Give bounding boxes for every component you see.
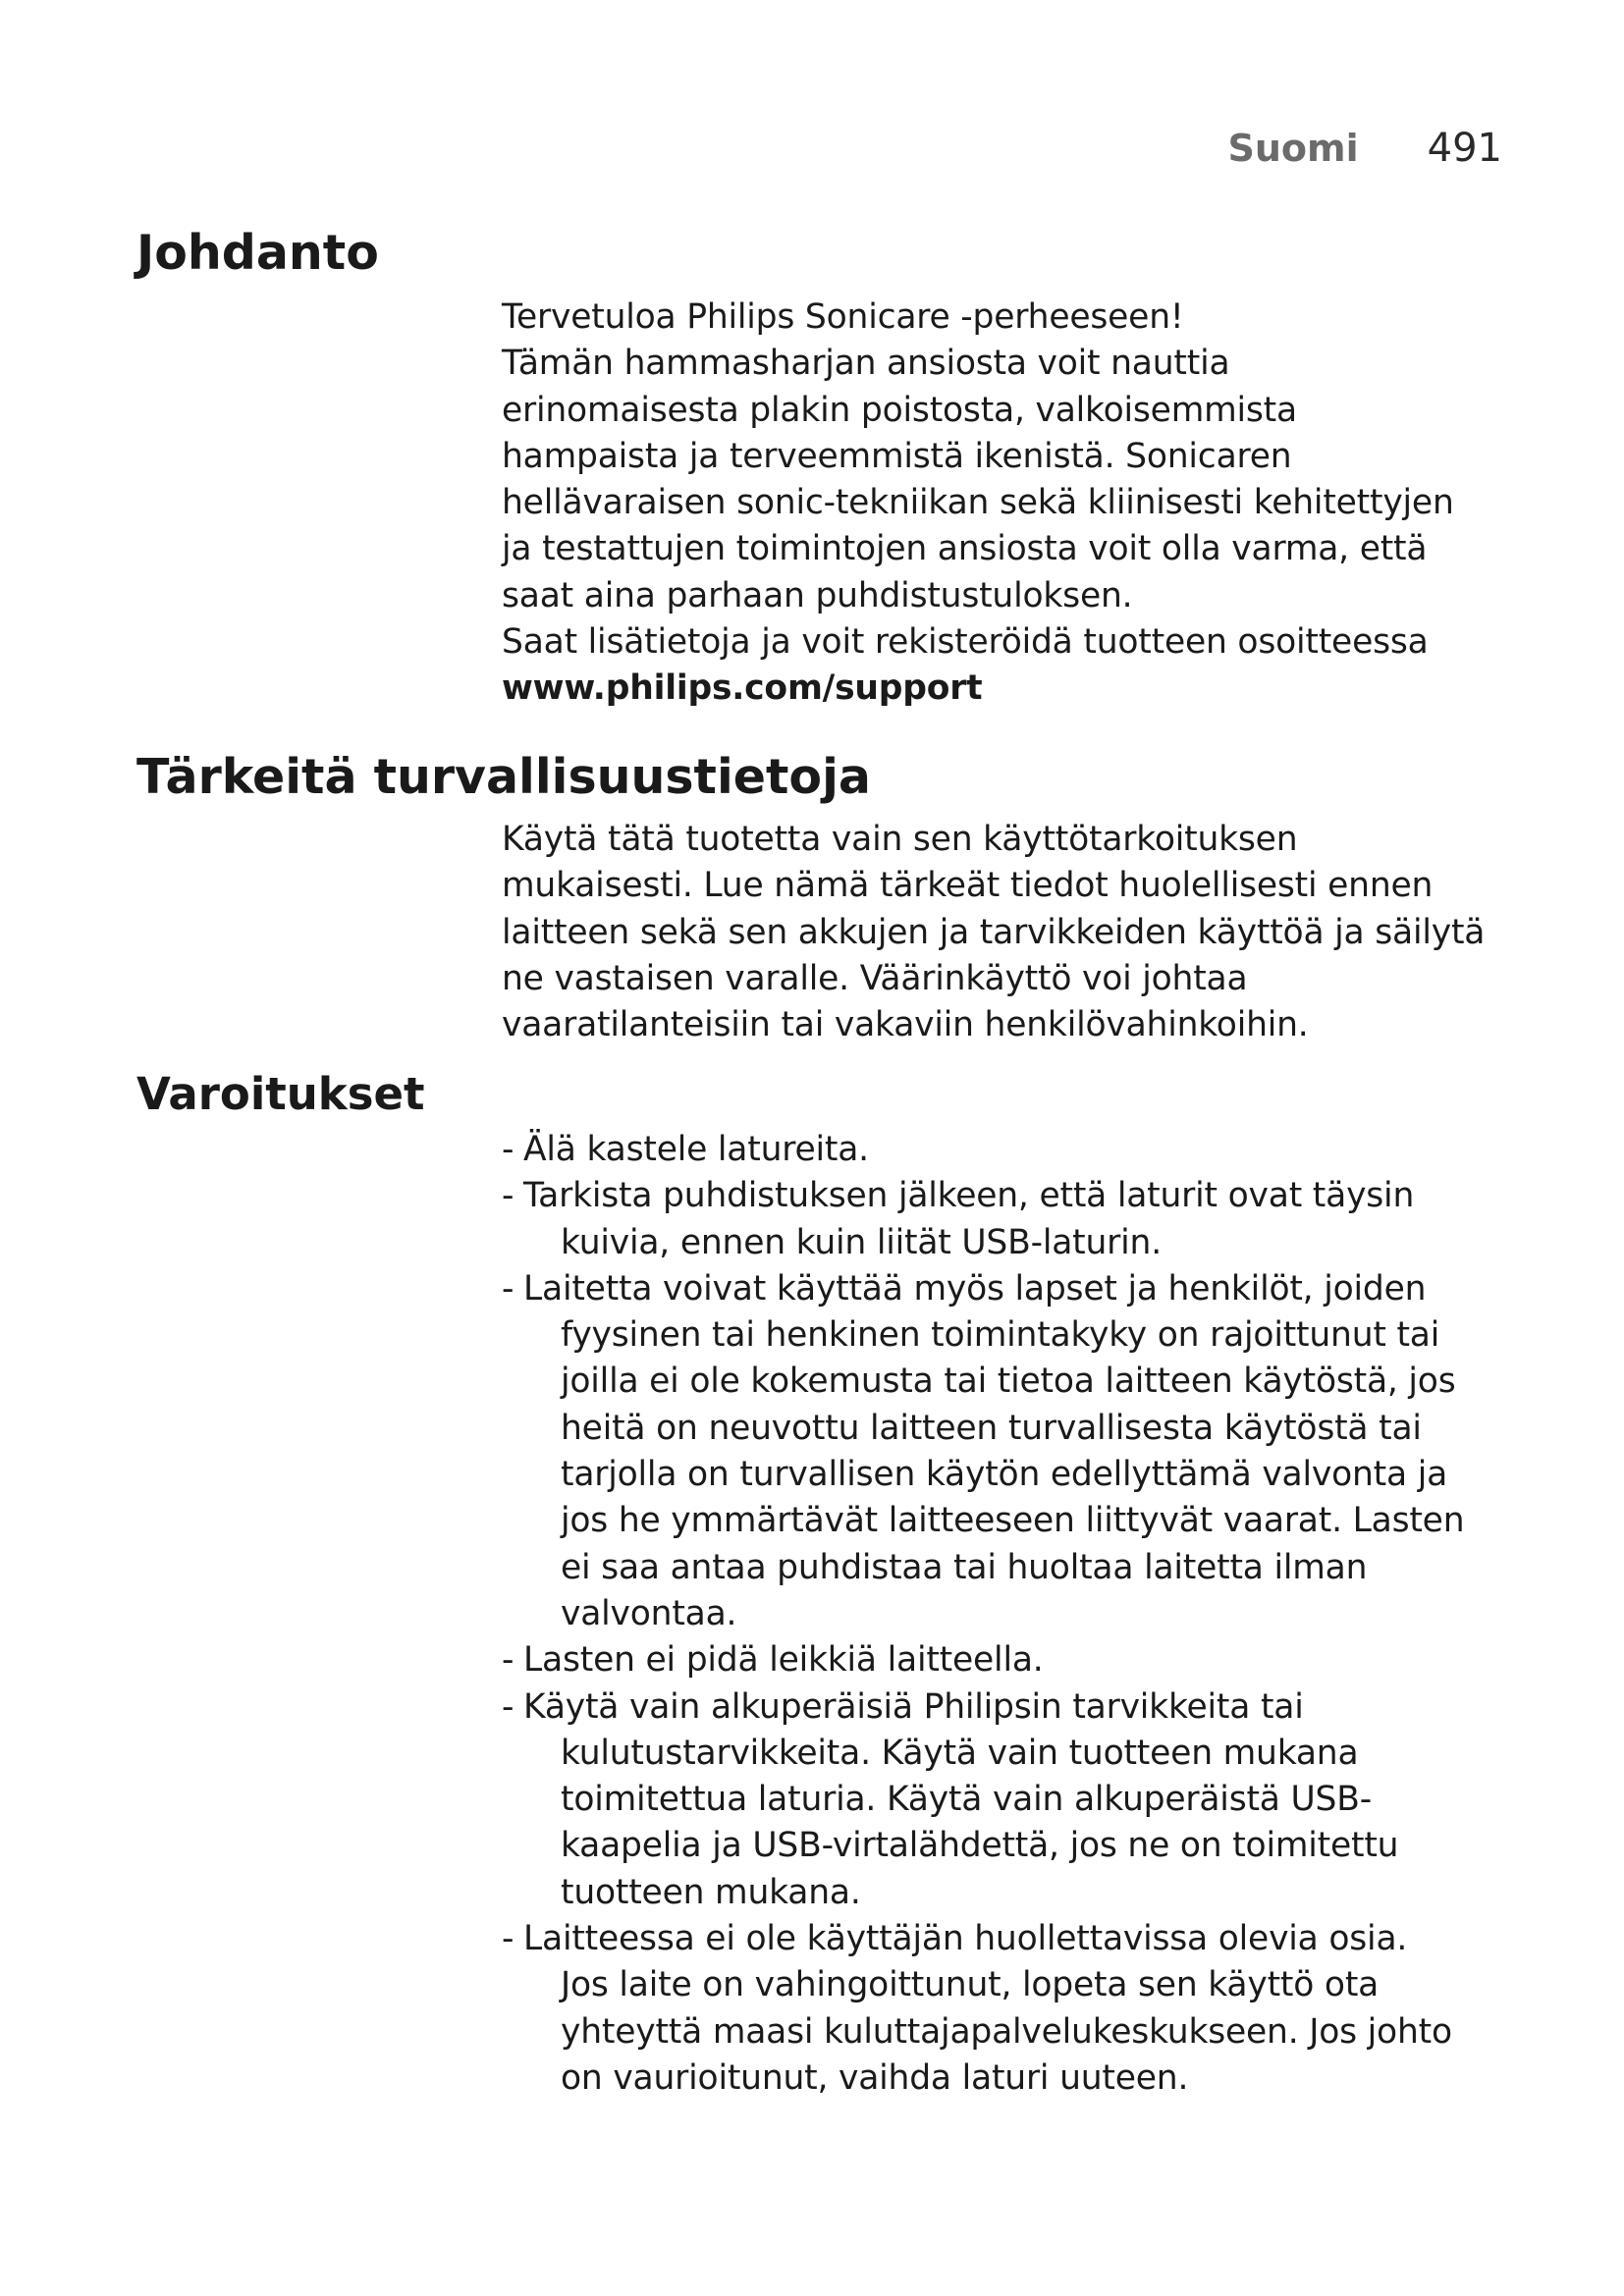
bullet-dash: - [502, 1268, 514, 1308]
bullet-dash: - [502, 1686, 514, 1727]
safety-line: mukaisesti. Lue nämä tärkeät tiedot huolellisesti ennen [502, 866, 1434, 906]
safety-body [502, 817, 1503, 1048]
warning-text: Käytä vain alkuperäisiä Philipsin tarvikkeita tai [523, 1686, 1304, 1727]
warning-item-first-line [502, 1173, 1503, 1219]
warnings-list [502, 1127, 1503, 2102]
warning-continuation-line: yhteyttä maasi kuluttajapalvelukeskukseen. Jos johto [561, 2011, 1452, 2052]
warning-text: Lasten ei pidä leikkiä laitteella. [523, 1640, 1044, 1681]
intro-line: Tervetuloa Philips Sonicare -perheeseen! [502, 297, 1184, 337]
safety-heading: Tärkeitä turvallisuustietoja [136, 749, 871, 805]
warning-continuation-line: kulutustarvikkeita. Käytä vain tuotteen mukana [561, 1733, 1359, 1773]
safety-line: laitteen sekä sen akkujen ja tarvikkeiden käyttöä ja säilytä [502, 912, 1486, 952]
warning-continuation-line: kuivia, ennen kuin liität USB-laturin. [561, 1222, 1162, 1262]
intro-line: Saat lisätietoja ja voit rekisteröidä tuotteen osoitteessa [502, 622, 1429, 663]
warning-text: Tarkista puhdistuksen jälkeen, että laturit ovat täysin [523, 1176, 1415, 1216]
intro-line: erinomaisesta plakin poistosta, valkoisemmista [502, 390, 1297, 430]
warning-item-first-line [502, 1684, 1503, 1731]
warning-item [502, 1637, 1503, 1683]
warning-item [502, 1173, 1503, 1266]
warning-continuation-line: fyysinen tai henkinen toimintakyky on rajoittunut tai [561, 1315, 1440, 1356]
intro-line: ja testattujen toimintojen ansiosta voit olla varma, että [502, 529, 1428, 569]
warning-continuation-line: tuotteen mukana. [561, 1872, 861, 1912]
running-header [1227, 126, 1502, 171]
intro-line: saat aina parhaan puhdistustuloksen. [502, 575, 1133, 615]
warning-item [502, 1266, 1503, 1637]
warning-item-first-line [502, 1916, 1503, 1962]
warning-continuation-line: kaapelia ja USB-virtalähdettä, jos ne on toimitettu [561, 1826, 1399, 1866]
bullet-dash: - [502, 1640, 514, 1681]
warning-continuation-line: valvontaa. [561, 1593, 737, 1633]
warning-item-first-line [502, 1127, 1503, 1173]
warning-item [502, 1127, 1503, 1173]
safety-line: Käytä tätä tuotetta vain sen käyttötarkoituksen [502, 820, 1298, 859]
warning-item-first-line [502, 1637, 1503, 1683]
warning-item [502, 1684, 1503, 1916]
support-url-link[interactable]: www.philips.com/support [502, 668, 983, 709]
bullet-dash: - [502, 1176, 514, 1216]
intro-line: hampaista ja terveemmistä ikenistä. Sonicaren [502, 436, 1292, 476]
warning-continuation-line: toimitettua laturia. Käytä vain alkuperäistä USB- [561, 1780, 1372, 1820]
intro-heading: Johdanto [136, 225, 379, 281]
intro-line: hellävaraisen sonic-tekniikan sekä kliinisesti kehitettyjen [502, 483, 1454, 523]
warnings-heading: Varoitukset [136, 1068, 425, 1120]
warning-text: Laitteessa ei ole käyttäjän huollettavissa olevia osia. [523, 1919, 1408, 1959]
language-label: Suomi [1227, 127, 1359, 170]
safety-line: vaaratilanteisiin tai vakaviin henkilövahinkoihin. [502, 1005, 1309, 1045]
warning-continuation-line: Jos laite on vahingoittunut, lopeta sen käyttö ota [561, 1965, 1380, 2005]
intro-body [502, 294, 1503, 713]
warning-continuation-line: joilla ei ole kokemusta tai tietoa laitteen käytöstä, jos [561, 1362, 1456, 1402]
bullet-dash: - [502, 1130, 514, 1169]
intro-line: Tämän hammasharjan ansiosta voit nauttia [502, 344, 1230, 384]
bullet-dash: - [502, 1919, 514, 1959]
warning-text: Laitetta voivat käyttää myös lapset ja henkilöt, joiden [523, 1268, 1427, 1308]
warning-continuation-line: tarjolla on turvallisen käytön edellyttämä valvonta ja [561, 1455, 1448, 1495]
warning-continuation-line: ei saa antaa puhdistaa tai huoltaa laitetta ilman [561, 1547, 1368, 1587]
safety-line: ne vastaisen varalle. Väärinkäyttö voi johtaa [502, 958, 1248, 998]
warning-continuation-line: heitä on neuvottu laitteen turvallisesta käytöstä tai [561, 1408, 1422, 1448]
warning-item [502, 1916, 1503, 2102]
page-number: 491 [1427, 126, 1502, 171]
warning-continuation-line: on vaurioitunut, vaihda laturi uuteen. [561, 2057, 1189, 2098]
warning-continuation-line: jos he ymmärtävät laitteeseen liittyvät vaarat. Lasten [561, 1501, 1465, 1541]
warning-item-first-line [502, 1266, 1503, 1312]
warning-text: Älä kastele latureita. [523, 1130, 869, 1169]
